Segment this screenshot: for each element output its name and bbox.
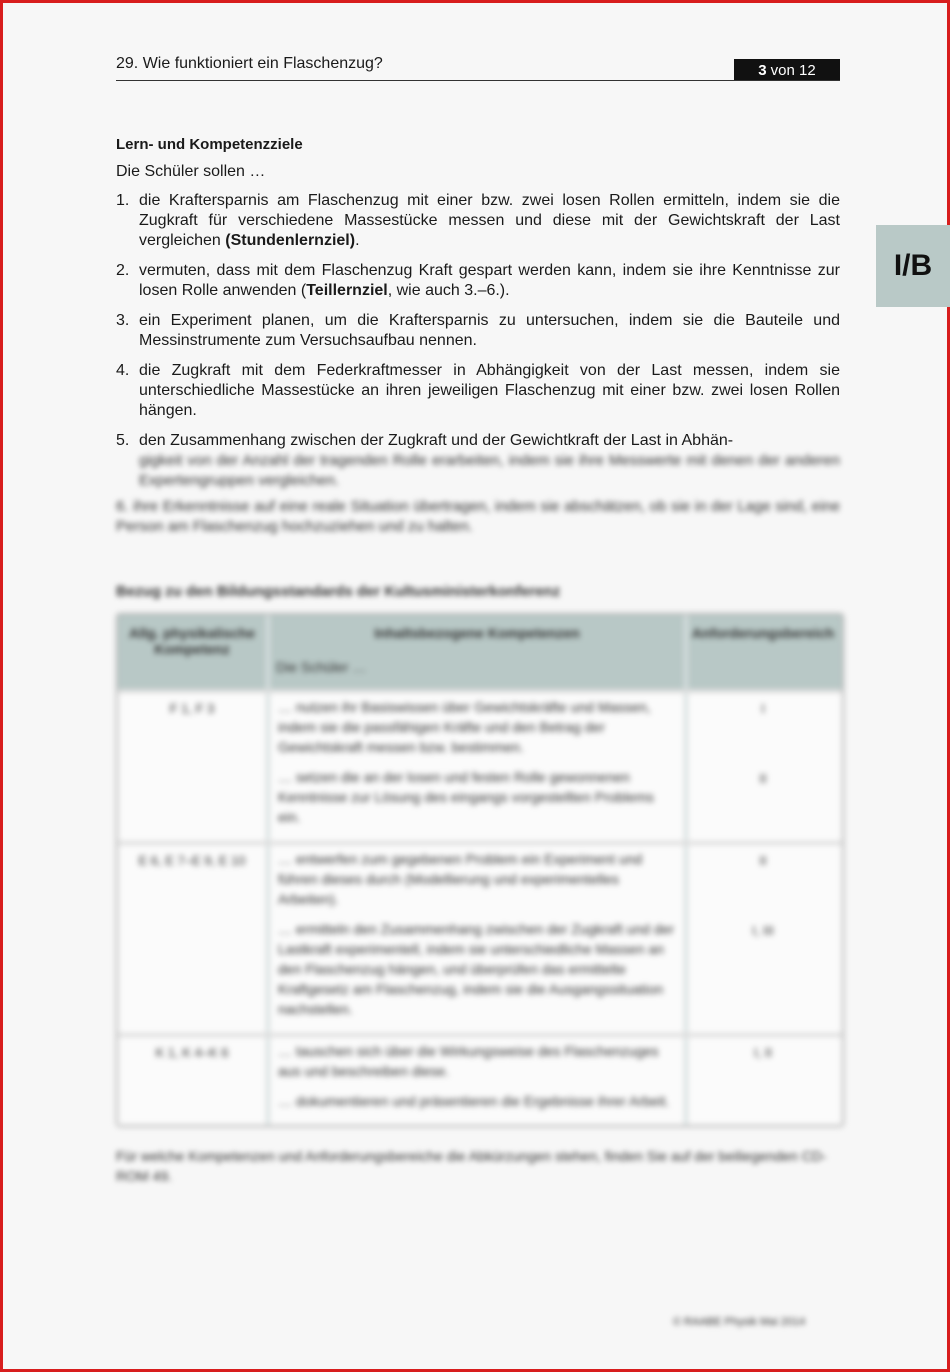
competence-text: … dokumentieren und präsentieren die Ergebnisse ihrer Arbeit. <box>278 1093 670 1109</box>
level-value: II <box>759 771 767 786</box>
objective-text: die Zugkraft mit dem Federkraftmesser in Abhängigkeit von der Last messen, indem sie unterschiedliche Massestücke an ihren jeweiligen Flaschenzug mit einer bzw. zwei losen Rollen hängen. <box>139 362 840 419</box>
page-number-badge <box>734 59 840 81</box>
table-footnote: Für welche Kompetenzen und Anforderungsbereiche die Abkürzungen stehen, finden Sie auf der beiliegenden CD-ROM 49. <box>116 1148 827 1184</box>
competence-text: … entwerfen zum gegebenen Problem ein Experiment und führen dieses durch (Modellierung und experimentelles Arbeiten). <box>278 851 643 907</box>
objective-bold: (Stundenlernziel) <box>225 232 356 249</box>
objectives-section <box>116 136 840 547</box>
objectives-list <box>116 191 840 537</box>
page-current: 3 <box>758 61 767 79</box>
section-side-tab: I/B <box>876 225 950 307</box>
level-value: I, II <box>753 1045 773 1060</box>
header-general-competence: Allg. physikalische Kompetenz <box>118 615 270 689</box>
row-competences <box>270 1037 688 1125</box>
competence-text: … tauschen sich über die Wirkungsweise des Flaschenzuges aus und beschreiben diese. <box>278 1043 659 1079</box>
objective-number: 3. <box>116 312 130 329</box>
objectives-heading: Lern- und Kompetenzziele <box>116 136 303 153</box>
header-requirement-level: Anforderungsbereich <box>691 625 835 641</box>
table-header <box>118 615 842 689</box>
objective-item <box>116 261 840 301</box>
objective-item <box>116 361 840 421</box>
header-content-title: Inhaltsbezogene Kompetenzen <box>374 625 580 641</box>
competence-text: … ermitteln den Zusammenhang zwischen der Zugkraft und der Lastkraft experimentell, indem sie unterschiedliche Massen an den Flaschenzug hängen, und überprüfen das ermittelte Kraftgesetz am Flaschenzug, indem sie die Ausgangssituation nachstellen. <box>278 921 675 1017</box>
level-value: I, III <box>752 923 774 938</box>
table-row <box>118 841 842 1033</box>
competence-table <box>116 613 844 1127</box>
objective-text: den Zusammenhang zwischen der Zugkraft und der Gewichtkraft der Last in Abhän- <box>139 432 734 449</box>
objective-bold: Teillernziel <box>306 282 388 299</box>
standards-heading: Bezug zu den Bildungsstandards der Kultusministerkonferenz <box>116 583 561 600</box>
objective-text-end: , wie auch 3.–6.). <box>387 282 510 299</box>
page-header-title: 29. Wie funktioniert ein Flaschenzug? <box>116 55 383 72</box>
objective-item <box>116 191 840 251</box>
objective-number: 5. <box>116 432 130 449</box>
header-content-sub: Die Schüler … <box>276 659 367 675</box>
competence-text: … setzen die an der losen und festen Rolle gewonnenen Kenntnisse zur Lösung des eingangs vorgestellten Problems ein. <box>278 769 654 825</box>
objective-number: 1. <box>116 192 130 209</box>
row-competences <box>270 845 688 1033</box>
objective-item <box>116 431 840 491</box>
row-code: E 6, E 7–E 9, E 10 <box>118 845 270 1033</box>
row-levels <box>688 693 838 841</box>
objective-text: ein Experiment planen, um die Kraftersparnis zu untersuchen, indem sie die Bauteile und Messinstrumente zum Versuchsaufbau nennen. <box>139 312 840 349</box>
row-competences <box>270 693 688 841</box>
row-levels <box>688 845 838 1033</box>
row-code: K 1, K 4–K 6 <box>118 1037 270 1125</box>
objective-number: 4. <box>116 362 130 379</box>
header-content-competences <box>270 615 688 689</box>
competence-text: … nutzen ihr Basiswissen über Gewichtskräfte und Massen, indem sie die passfähigen Kräfte und den Betrag der Gewichtskraft messen bzw. bestimmen. <box>278 699 651 755</box>
page-total: von 12 <box>770 61 816 79</box>
objective-text: vermuten, dass mit dem Flaschenzug Kraft gespart werden kann, indem sie ihre Kenntnisse zur losen Rolle anwenden ( <box>139 262 840 299</box>
objectives-intro: Die Schüler sollen … <box>116 163 266 180</box>
objective-text: die Kraftersparnis am Flaschenzug mit einer bzw. zwei losen Rollen ermitteln, indem sie die Zugkraft für verschiedene Massestücke messen und diese mit der Gewichtskraft der Last vergleichen <box>139 192 840 249</box>
header-rule <box>116 80 840 81</box>
row-levels <box>688 1037 838 1125</box>
objective-number: 2. <box>116 262 130 279</box>
objective-text-end: . <box>355 232 360 249</box>
table-row <box>118 1033 842 1125</box>
objective-item <box>116 311 840 351</box>
objective-text-blurred: 6. ihre Erkenntnisse auf eine reale Situation übertragen, indem sie abschätzen, ob sie in der Lage sind, eine Person am Flaschenzug hochzuziehen und zu halten. <box>116 498 840 535</box>
table-row <box>118 689 842 841</box>
objective-text-blurred: gigkeit von der Anzahl der tragenden Rolle erarbeiten, indem sie ihre Messwerte mit denen der anderen Expertengruppen vergleichen. <box>139 452 840 489</box>
copyright-notice: © RAABE Physik Mai 2014 <box>673 1316 806 1328</box>
level-value: I <box>761 701 765 716</box>
row-code: F 1, F 3 <box>118 693 270 841</box>
objective-item-blurred <box>116 497 840 537</box>
level-value: II <box>759 853 767 868</box>
